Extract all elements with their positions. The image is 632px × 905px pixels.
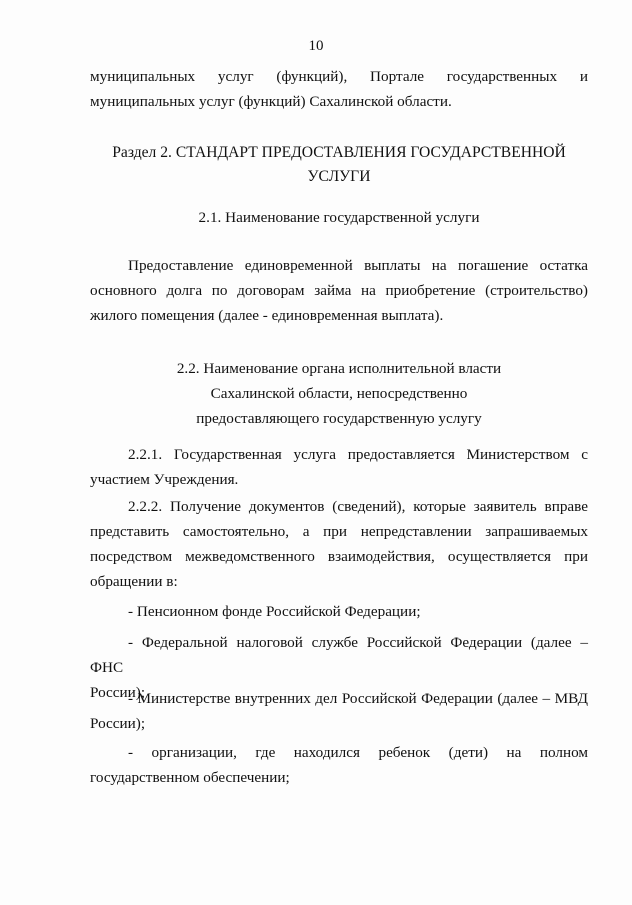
heading-line: Раздел 2. СТАНДАРТ ПРЕДОСТАВЛЕНИЯ ГОСУДАРСТВЕННОЙ [112, 144, 566, 161]
paragraph-2-2-2 [90, 494, 588, 594]
text-line: муниципальных услуг (функций), Портале государственных и [90, 68, 588, 85]
heading-line: УСЛУГИ [307, 168, 371, 185]
text-line: представить самостоятельно, а при непредставлении запрашиваемых [90, 523, 588, 540]
list-item [90, 740, 588, 790]
text-line: основного долга по договорам займа на приобретение (строительство) [90, 282, 588, 299]
text-line: России); [90, 715, 146, 732]
subsection-heading-2-1 [90, 205, 588, 230]
text-line: Предоставление единовременной выплаты на погашение остатка [128, 257, 588, 274]
heading-line: Сахалинской области, непосредственно [210, 385, 468, 402]
section-heading [90, 141, 588, 189]
text-line: - Пенсионном фонде Российской Федерации; [128, 603, 421, 620]
text-line: жилого помещения (далее - единовременная выплата). [90, 307, 444, 324]
text-line: России); [90, 684, 146, 701]
paragraph-2-2-1 [90, 442, 588, 492]
heading-line: 2.2. Наименование органа исполнительной власти [176, 360, 502, 377]
text-line: 2.2.1. Государственная услуга предоставляется Министерством с [128, 446, 588, 463]
text-line: муниципальных услуг (функций) Сахалинской области. [90, 93, 452, 110]
list-item [90, 686, 588, 736]
heading-line: 2.1. Наименование государственной услуги [198, 209, 480, 226]
text-line: участием Учреждения. [90, 471, 239, 488]
text-line: - Министерстве внутренних дел Российской Федерации (далее – МВД [128, 690, 588, 707]
list-item [90, 599, 588, 624]
subsection-heading-2-2 [90, 356, 588, 431]
text-line: - Федеральной налоговой службе Российской Федерации (далее – ФНС [90, 634, 588, 676]
heading-line: предоставляющего государственную услугу [196, 410, 482, 427]
page-number: 10 [308, 38, 324, 54]
text-line: обращении в: [90, 573, 178, 590]
text-line: - организации, где находился ребенок (дети) на полном [128, 744, 588, 761]
text-line: 2.2.2. Получение документов (сведений), которые заявитель вправе [128, 498, 588, 515]
text-line: посредством межведомственного взаимодействия, осуществляется при [90, 548, 588, 565]
intro-paragraph [90, 64, 588, 114]
text-line: государственном обеспечении; [90, 769, 290, 786]
paragraph-2-1 [90, 253, 588, 328]
